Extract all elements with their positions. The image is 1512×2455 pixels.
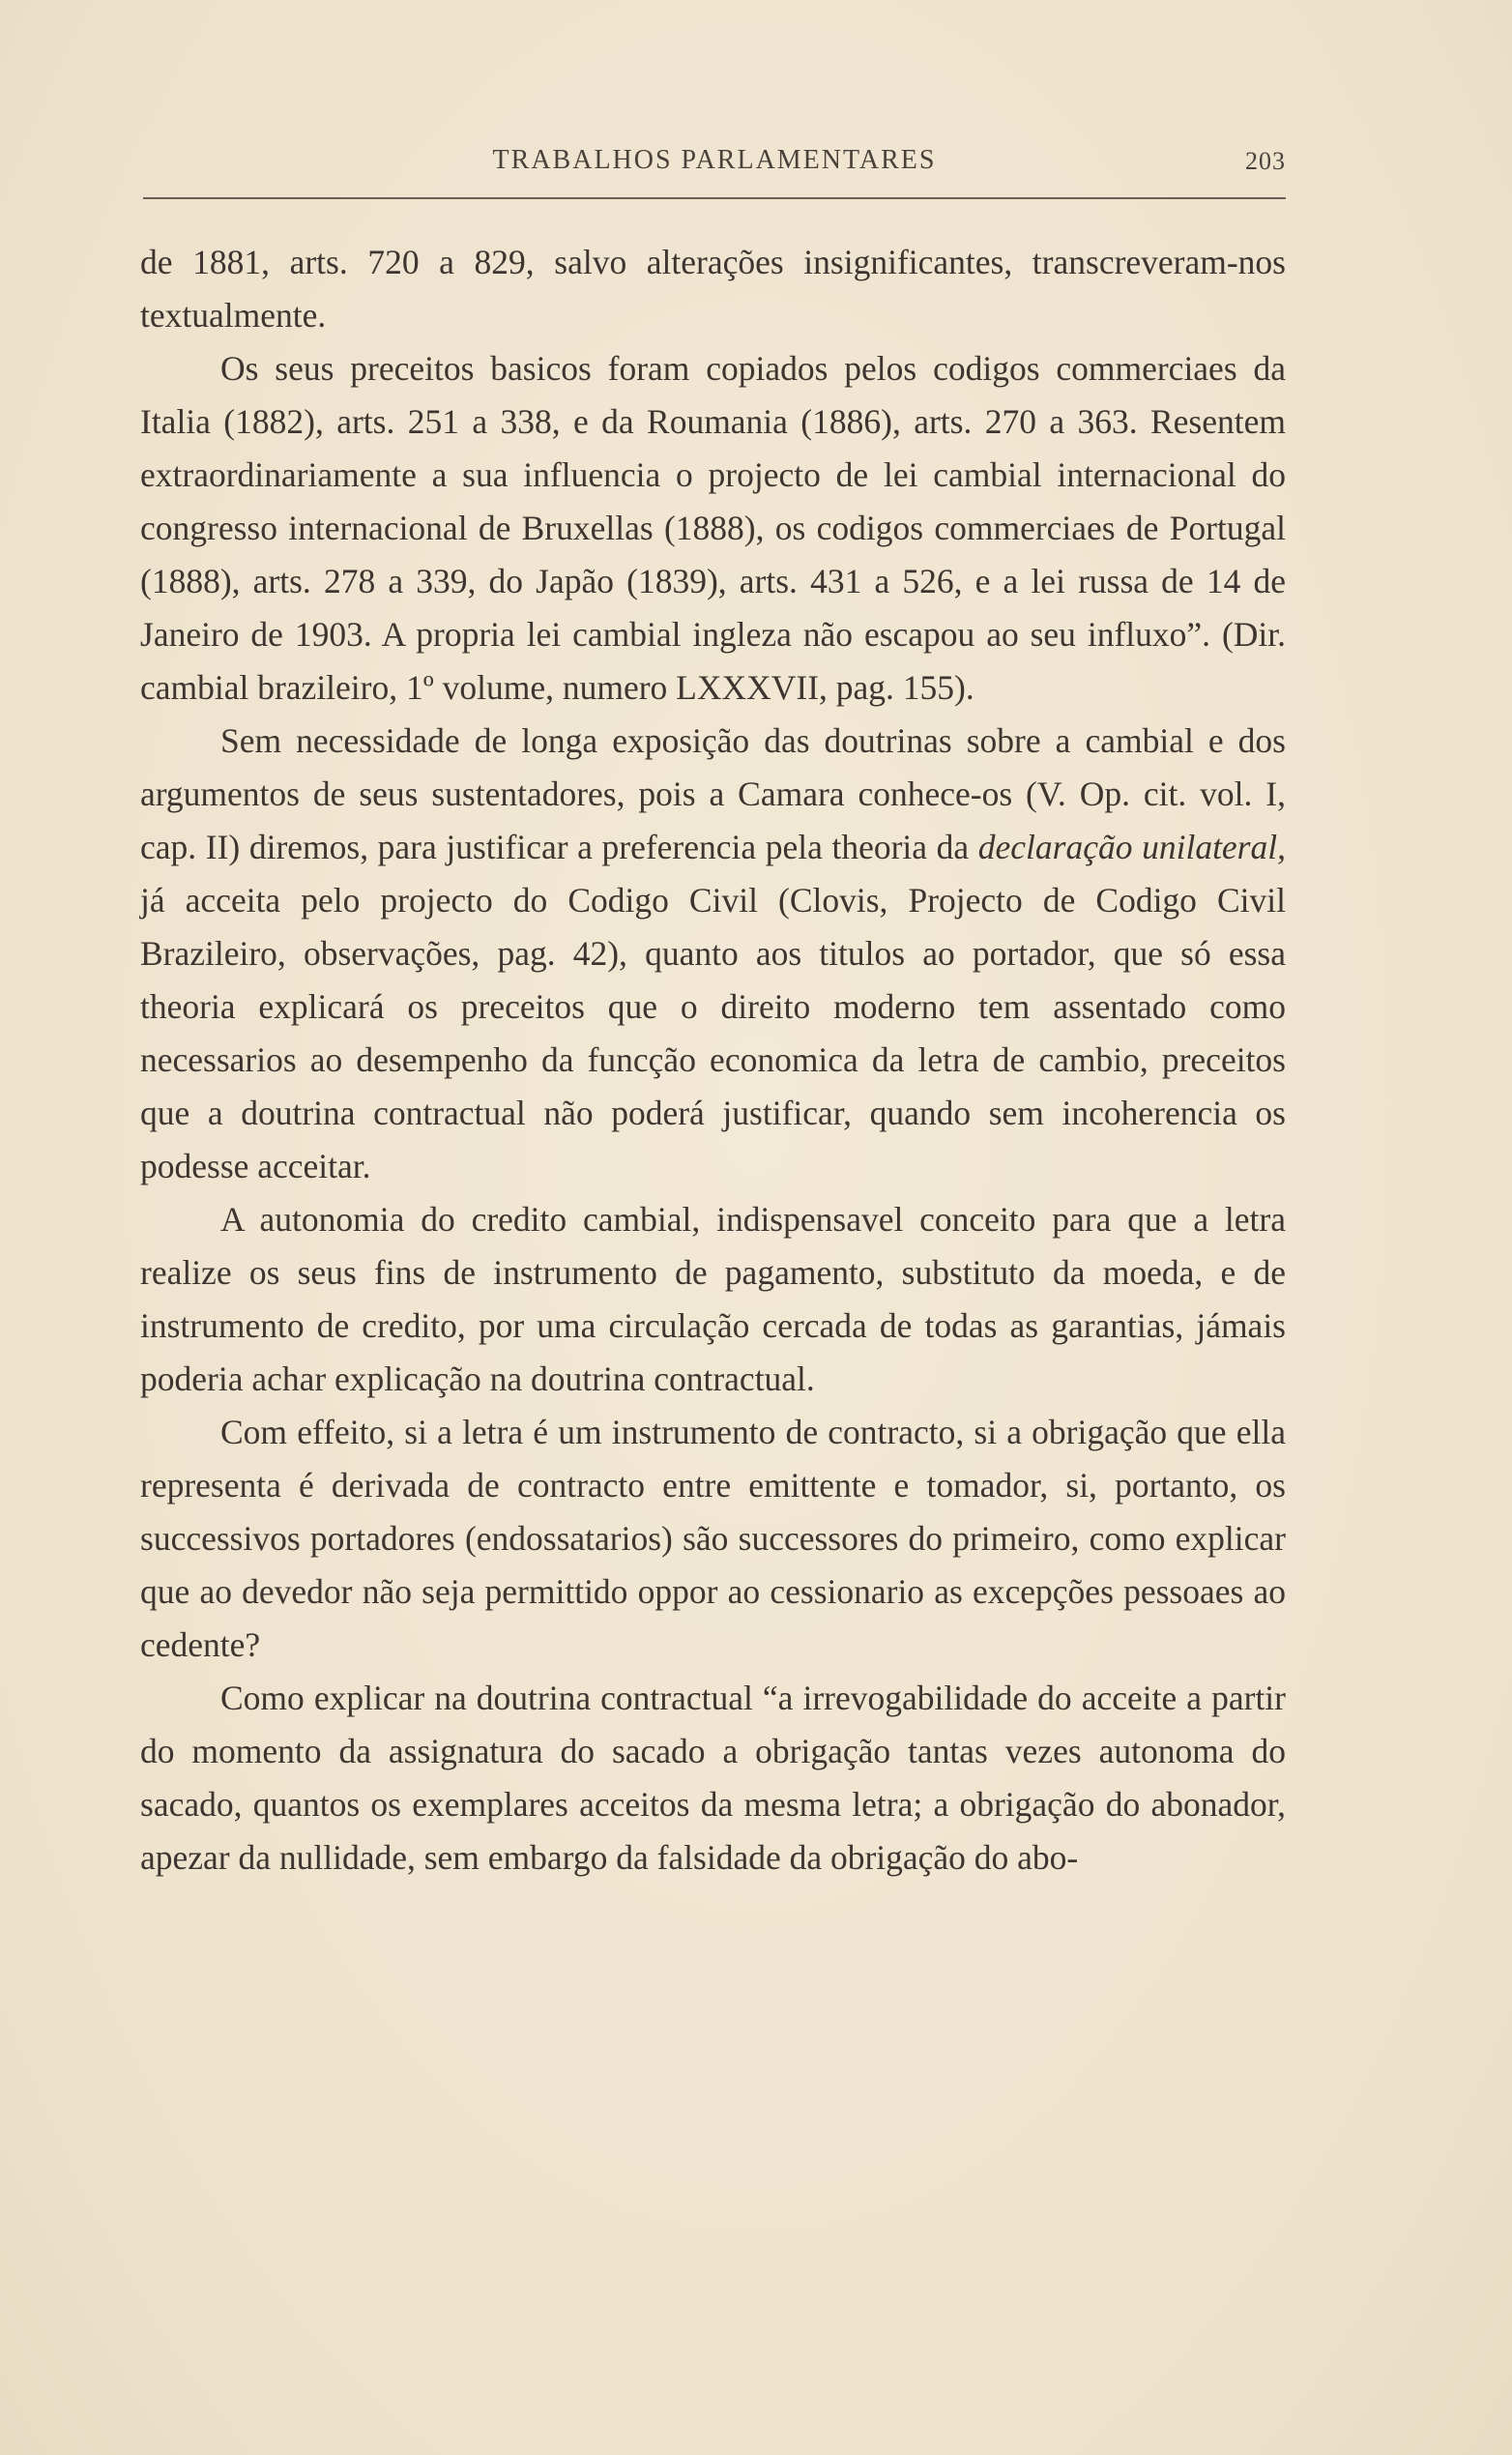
running-head: TRABALHOS PARLAMENTARES	[492, 145, 937, 175]
page-number: 203	[1245, 147, 1286, 175]
header-rule	[143, 197, 1286, 199]
body-text	[140, 236, 1286, 1885]
paragraph-2: Os seus preceitos basicos foram copiados pelos codigos commerciaes da Italia (1882), arts. 251 a 338, e da Roumania (1886), arts. 270 a 363. Resentem extraordinariamente a sua influencia o projecto de lei cambial internacional do congresso internacional de Bruxellas (1888), os codigos commerciaes de Portugal (1888), arts. 278 a 339, do Japão (1839), arts. 431 a 526, e a lei russa de 14 de Janeiro de 1903. A propria lei cambial ingleza não escapou ao seu influxo”. (Dir. cambial brazileiro, 1º volume, numero LXXXVII, pag. 155).	[140, 349, 1286, 707]
paragraph-6: Como explicar na doutrina contractual “a irrevogabilidade do acceite a partir do momento da assignatura do sacado a obrigação tantas vezes autonoma do sacado, quantos os exemplares acceitos da mesma letra; a obrigação do abonador, apezar da nullidade, sem embargo da falsidade da obrigação do abo-	[140, 1679, 1286, 1877]
paragraph-3-text-end: já acceita pelo projecto do Codigo Civil (Clovis, Projecto de Codigo Civil Brazileiro, observações, pag. 42), quanto aos titulos ao portador, que só essa theoria explicará os preceitos que o direito moderno tem assentado como necessarios ao desempenho da funcção economica da letra de cambio, preceitos que a doutrina contractual não poderá justificar, quando sem incoherencia os podesse acceitar.	[140, 881, 1286, 1185]
paragraph-1: de 1881, arts. 720 a 829, salvo alterações insignificantes, transcreveram-nos textualmente.	[140, 243, 1286, 335]
paragraph-5: Com effeito, si a letra é um instrumento de contracto, si a obrigação que ella representa é derivada de contracto entre emittente e tomador, si, portanto, os successivos portadores (endossatarios) são successores do primeiro, como explicar que ao devedor não seja permittido oppor ao cessionario as excepções pessoaes ao cedente?	[140, 1413, 1286, 1664]
italic-term: declaração unilateral,	[977, 828, 1286, 866]
paragraph-3	[140, 715, 1286, 1193]
page-header	[143, 145, 1286, 195]
paragraph-3-text-start: Sem necessidade de longa exposição das doutrinas sobre a cambial e dos argumentos de seus sustentadores, pois a Camara conhece-os (V. Op. cit. vol. I, cap. II) diremos, para justificar a preferencia pela theoria da	[140, 721, 1286, 866]
paragraph-4: A autonomia do credito cambial, indispensavel conceito para que a letra realize os seus fins de instrumento de pagamento, substituto da moeda, e de instrumento de credito, por uma circulação cercada de todas as garantias, jámais poderia achar explicação na doutrina contractual.	[140, 1200, 1286, 1398]
